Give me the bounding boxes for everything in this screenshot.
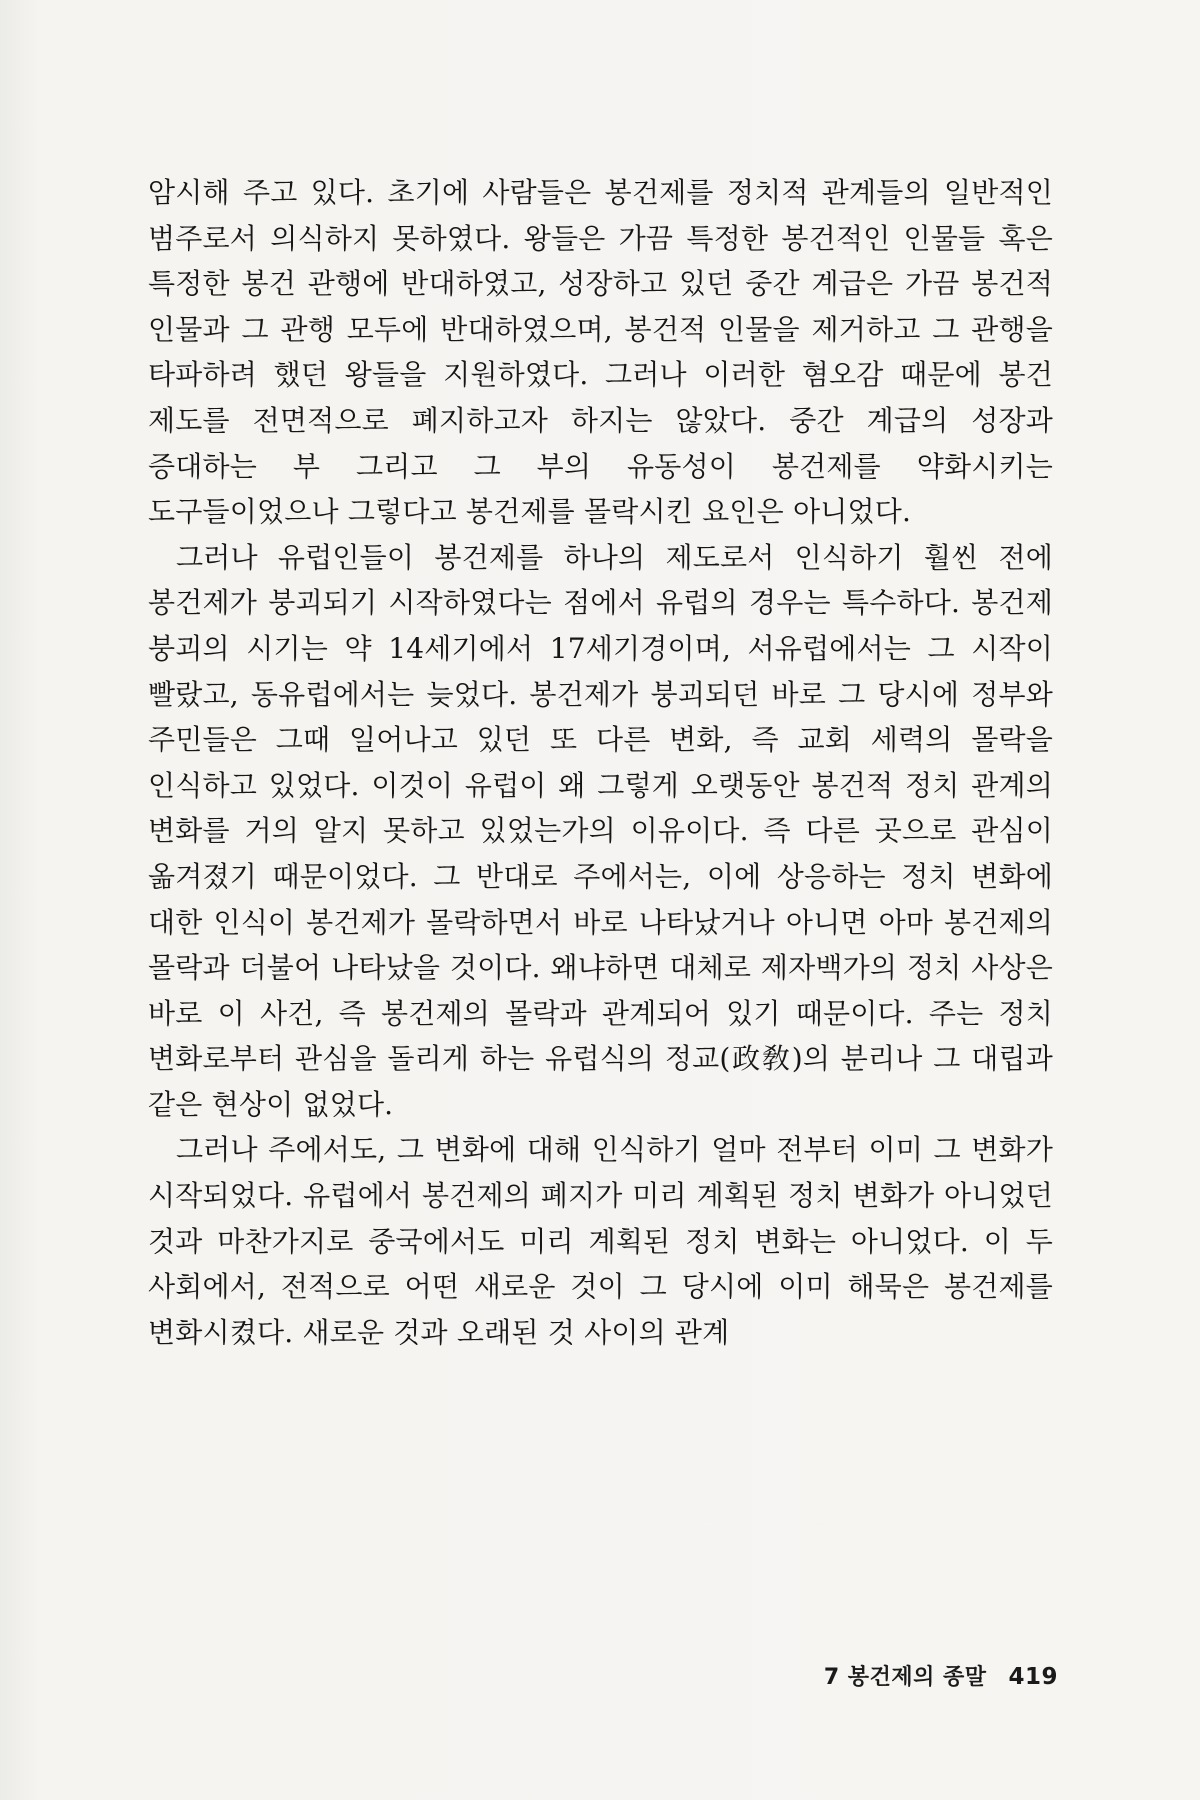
page-number: 419 — [1008, 1664, 1058, 1690]
chapter-title: 7 봉건제의 종말 — [823, 1665, 987, 1690]
page-body-text — [148, 170, 1053, 1355]
paragraph-1: 암시해 주고 있다. 초기에 사람들은 봉건제를 정치적 관계들의 일반적인 범주로서 의식하지 못하였다. 왕들은 가끔 특정한 봉건적인 인물들 혹은 특정한 봉건 관행에 반대하였고, 성장하고 있던 중간 계급은 가끔 봉건적 인물과 그 관행 모두에 반대하였으며, 봉건적 인물을 제거하고 그 관행을 타파하려 했던 왕들을 지원하였다. 그러나 이러한 혐오감 때문에 봉건 제도를 전면적으로 폐지하고자 하지는 않았다. 중간 계급의 성장과 증대하는 부 그리고 그 부의 유동성이 봉건제를 약화시키는 도구들이었으나 그렇다고 봉건제를 몰락시킨 요인은 아니었다. — [148, 176, 1053, 529]
paragraph-3: 그러나 주에서도, 그 변화에 대해 인식하기 얼마 전부터 이미 그 변화가 시작되었다. 유럽에서 봉건제의 폐지가 미리 계획된 정치 변화가 아니었던 것과 마찬가지로 중국에서도 미리 계획된 정치 변화는 아니었다. 이 두 사회에서, 전적으로 어떤 새로운 것이 그 당시에 이미 해묵은 봉건제를 변화시켰다. 새로운 것과 오래된 것 사이의 관계 — [148, 1133, 1053, 1349]
page-footer — [824, 1660, 1058, 1694]
paragraph-2: 그러나 유럽인들이 봉건제를 하나의 제도로서 인식하기 훨씬 전에 봉건제가 붕괴되기 시작하였다는 점에서 유럽의 경우는 특수하다. 봉건제 붕괴의 시기는 약 14세기에서 17세기경이며, 서유럽에서는 그 시작이 빨랐고, 동유럽에서는 늦었다. 봉건제가 붕괴되던 바로 그 당시에 정부와 주민들은 그때 일어나고 있던 또 다른 변화, 즉 교회 세력의 몰락을 인식하고 있었다. 이것이 유럽이 왜 그렇게 오랫동안 봉건적 정치 관계의 변화를 거의 알지 못하고 있었는가의 이유이다. 즉 다른 곳으로 관심이 옮겨졌기 때문이었다. 그 반대로 주에서는, 이에 상응하는 정치 변화에 대한 인식이 봉건제가 몰락하면서 바로 나타났거나 아니면 아마 봉건제의 몰락과 더불어 나타났을 것이다. 왜냐하면 대체로 제자백가의 정치 사상은 바로 이 사건, 즉 봉건제의 몰락과 관계되어 있기 때문이다. 주는 정치 변화로부터 관심을 돌리게 하는 유럽식의 정교(政敎)의 분리나 그 대립과 같은 현상이 없었다. — [148, 540, 1053, 1121]
